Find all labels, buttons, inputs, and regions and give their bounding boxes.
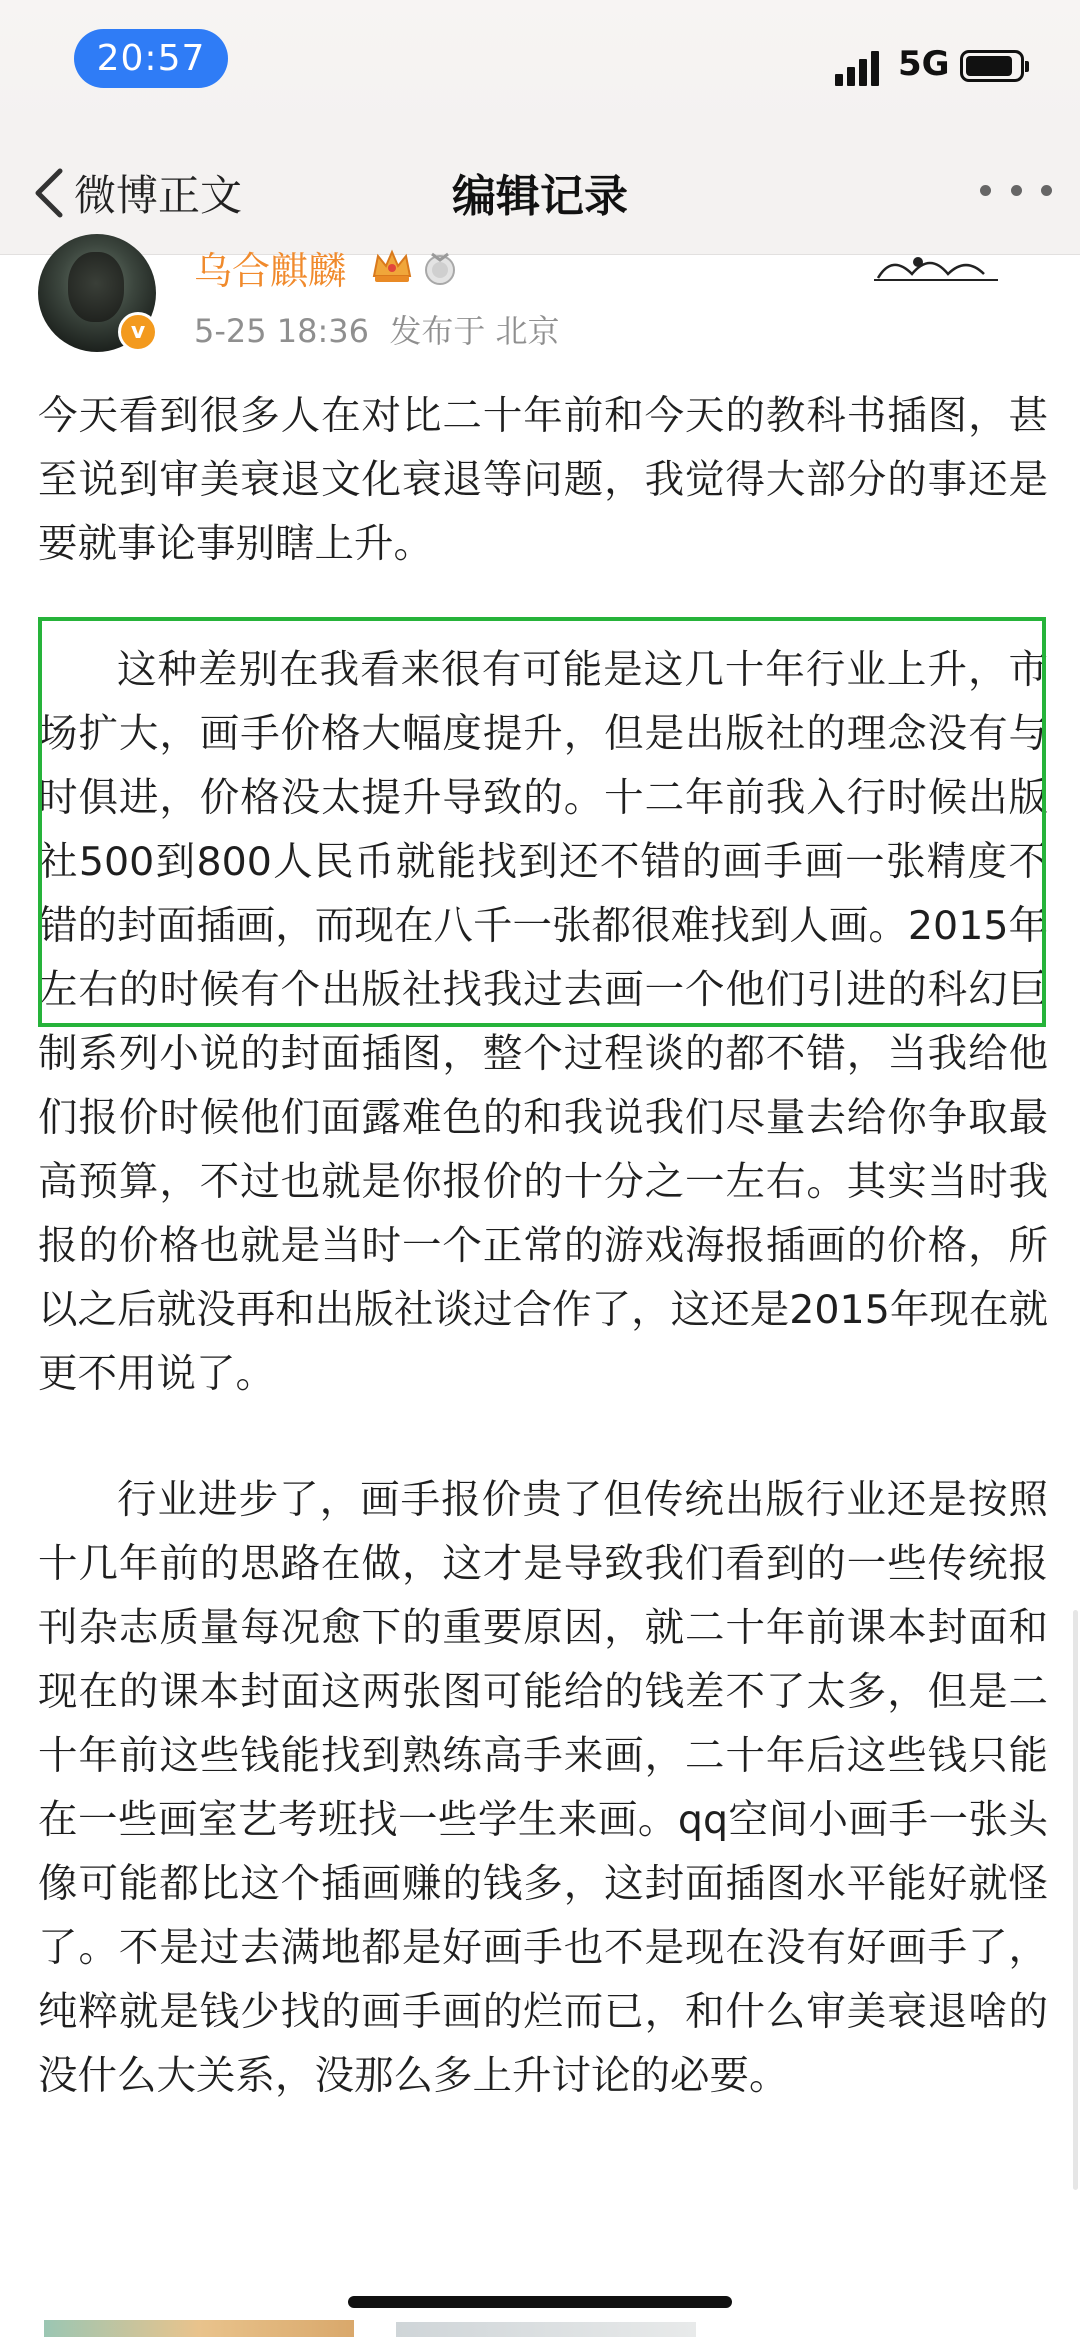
more-icon[interactable] [980,170,1052,210]
scrollbar[interactable] [1073,1610,1078,2190]
crown-icon [370,246,414,286]
nav-bar [0,130,1080,255]
status-bar [0,0,1080,130]
post-timestamp: 5-25 18:36 [194,312,370,350]
status-time[interactable]: 20:57 [74,29,228,88]
page-title: 编辑记录 [452,171,628,222]
post-location: 发布于 北京 [389,312,560,350]
battery-icon [960,50,1024,82]
image-thumbnail[interactable] [396,2322,696,2337]
image-thumbnail[interactable] [44,2320,354,2337]
medal-icon [420,248,460,288]
paragraph: 这种差别在我看来很有可能是这几十年行业上升，市场扩大，画手价格大幅度提升，但是出版社的理念没有与时俱进，价格没太提升导致的。十二年前我入行时候出版社500到800人民币就能找到还不错的画手画一张精度不错的封面插画，而现在八千一张都很难找到人画。2015年左右的时候有个出版社找我过去画一个他们引进的科幻巨制系列小说的封面插图，整个过程谈的都不错，当我给他们报价时候他们面露难色的和我说我们尽量去给你争取最高预算，不过也就是你报价的十分之一左右。其实当时我报的价格也就是当时一个正常的游戏海报插画的价格，所以之后就没再和出版社谈过合作了，这还是2015年现在就更不用说了。 [38,647,1048,1397]
home-indicator[interactable] [348,2296,732,2308]
post-meta [194,306,560,352]
signal-icon [835,50,881,86]
author-name[interactable]: 乌合麒麟 [194,249,347,293]
decoration-doodle-icon [872,244,1002,284]
network-label: 5G [898,44,950,84]
verified-icon: v [118,312,158,352]
paragraph: 行业进步了，画手报价贵了但传统出版行业还是按照十几年前的思路在做，这才是导致我们看到的一些传统报刊杂志质量每况愈下的重要原因，就二十年前课本封面和现在的课本封面这两张图可能给的钱差不了太多，但是二十年前这些钱能找到熟练高手来画，二十年后这些钱只能在一些画室艺考班找一些学生来画。qq空间小画手一张头像可能都比这个插画赚的钱多，这封面插图水平能好就怪了。不是过去满地都是好画手也不是现在没有好画手了，纯粹就是钱少找的画手画的烂而已，和什么审美衰退啥的没什么大关系，没那么多上升讨论的必要。 [38,1477,1048,2099]
paragraph: 今天看到很多人在对比二十年前和今天的教科书插图，甚至说到审美衰退文化衰退等问题，我觉得大部分的事还是要就事论事别瞎上升。 [38,393,1048,567]
back-label: 微博正文 [74,171,243,220]
post-body [38,384,1048,2108]
